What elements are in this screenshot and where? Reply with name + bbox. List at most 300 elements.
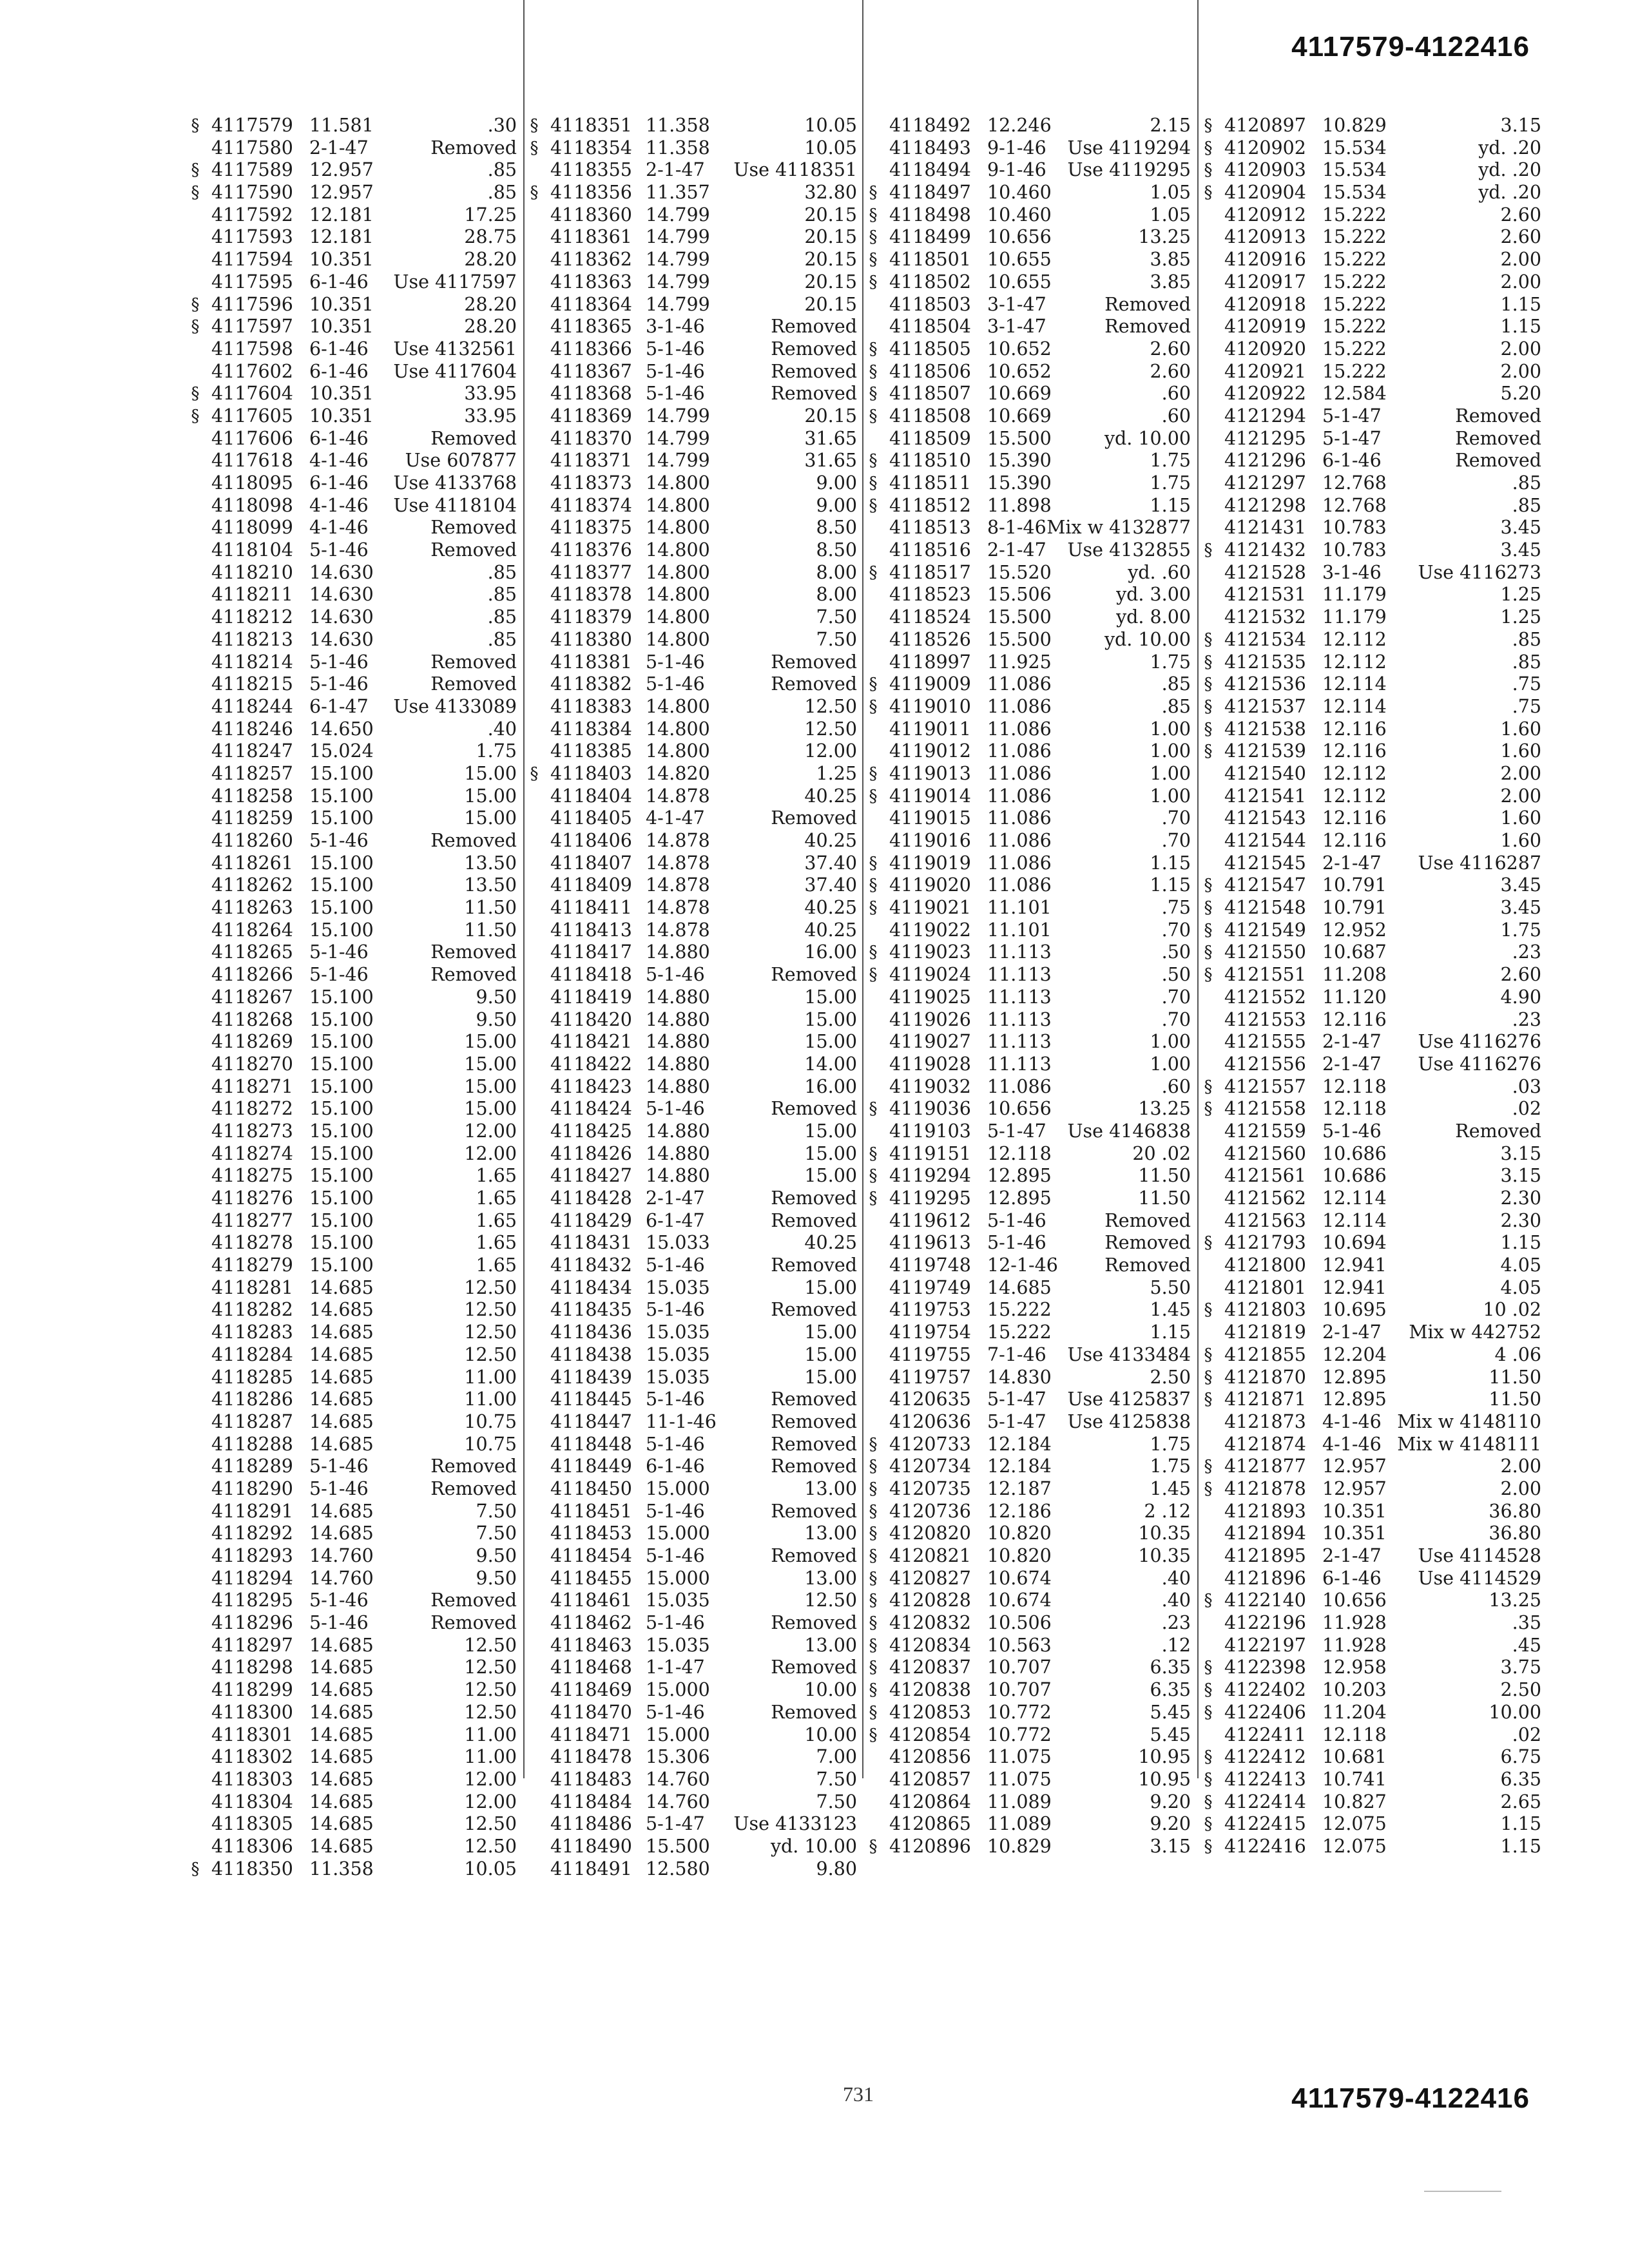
section-mark: §	[1204, 1367, 1213, 1387]
section-mark: §	[869, 1099, 878, 1119]
price-or-note: 10.95	[1138, 1768, 1191, 1790]
item-number: 4119016	[889, 830, 971, 851]
table-row	[866, 1657, 1196, 1679]
section-mark: §	[530, 764, 539, 783]
price-or-note: .02	[1512, 1098, 1541, 1120]
section-mark: §	[869, 1524, 878, 1544]
price-or-note: 2.60	[1150, 360, 1191, 382]
rate-or-date: 11.086	[987, 807, 1052, 829]
item-number: 4119613	[889, 1232, 971, 1254]
item-number: 4118287	[211, 1410, 293, 1432]
price-or-note: 11.50	[1489, 1366, 1541, 1388]
table-row	[1201, 137, 1543, 160]
item-number: 4117593	[211, 226, 293, 248]
rate-or-date: 5-1-46	[646, 1433, 705, 1455]
price-or-note: .70	[1161, 807, 1191, 829]
rate-or-date: 14.685	[309, 1768, 374, 1790]
rate-or-date: 5-1-47	[987, 1410, 1046, 1432]
table-row	[527, 1009, 861, 1032]
rate-or-date: 5-1-46	[646, 338, 705, 360]
price-or-note: 13.50	[464, 852, 517, 874]
rate-or-date: 10.829	[1322, 115, 1387, 136]
table-row	[1201, 1389, 1543, 1411]
price-or-note: 2.00	[1500, 338, 1541, 360]
price-or-note: .40	[1161, 1567, 1191, 1589]
table-row	[527, 1501, 861, 1523]
table-row	[527, 1411, 861, 1434]
price-or-note: .60	[1161, 383, 1191, 405]
price-or-note: 2.30	[1500, 1209, 1541, 1231]
rate-or-date: 5-1-46	[309, 1612, 369, 1634]
item-number: 4120921	[1224, 360, 1306, 382]
rate-or-date: 11.086	[987, 695, 1052, 717]
table-row	[866, 1724, 1196, 1747]
item-number: 4118491	[550, 1858, 632, 1879]
item-number: 4118267	[211, 986, 293, 1008]
item-number: 4118428	[550, 1187, 632, 1209]
table-row	[527, 897, 861, 919]
price-or-note: 1.75	[476, 740, 517, 762]
rate-or-date: 12.114	[1322, 673, 1387, 695]
table-row	[188, 986, 522, 1009]
rate-or-date: 15.222	[987, 1321, 1052, 1343]
table-row	[866, 1411, 1196, 1434]
section-mark: §	[191, 183, 200, 203]
rate-or-date: 12.114	[1322, 1187, 1387, 1209]
price-or-note: 5.20	[1500, 383, 1541, 405]
item-number: 4118492	[889, 115, 971, 136]
price-or-note: Removed	[430, 1612, 517, 1634]
table-row	[527, 1434, 861, 1456]
item-number: 4118273	[211, 1120, 293, 1142]
price-or-note: Removed	[771, 1254, 857, 1276]
price-or-note: 9.50	[476, 1545, 517, 1566]
item-number: 4121560	[1224, 1142, 1306, 1164]
price-or-note: 15.00	[464, 762, 517, 784]
item-number: 4118294	[211, 1567, 293, 1589]
rate-or-date: 12.116	[1322, 1008, 1387, 1030]
table-row	[866, 1254, 1196, 1277]
price-or-note: 7.50	[476, 1523, 517, 1544]
price-or-note: 12.50	[804, 1590, 857, 1611]
rate-or-date: 11.928	[1322, 1634, 1387, 1656]
price-or-note: 12.50	[464, 1276, 517, 1298]
item-number: 4121551	[1224, 964, 1306, 986]
rate-or-date: 11.086	[987, 785, 1052, 807]
rate-or-date: 5-1-46	[309, 673, 369, 695]
item-number: 4117580	[211, 137, 293, 159]
rate-or-date: 5-1-46	[309, 1590, 369, 1611]
rate-or-date: 14.800	[646, 606, 710, 628]
rate-or-date: 11.208	[1322, 964, 1387, 986]
table-row	[1201, 1813, 1543, 1836]
section-mark: §	[1204, 160, 1213, 180]
table-row	[188, 1545, 522, 1568]
table-row	[527, 1143, 861, 1166]
price-or-note: 1.15	[1150, 874, 1191, 896]
price-or-note: 10.75	[464, 1410, 517, 1432]
rate-or-date: 10.351	[309, 316, 374, 338]
item-number: 4118373	[550, 472, 632, 494]
rate-or-date: 10.687	[1322, 941, 1387, 963]
rate-or-date: 10.827	[1322, 1791, 1387, 1812]
section-mark: §	[1204, 1814, 1213, 1834]
price-or-note: 40.25	[804, 785, 857, 807]
item-number: 4120912	[1224, 204, 1306, 226]
rate-or-date: 10.686	[1322, 1142, 1387, 1164]
table-row	[866, 316, 1196, 338]
item-number: 4118366	[550, 338, 632, 360]
item-number: 4118364	[550, 293, 632, 315]
rate-or-date: 14.630	[309, 584, 374, 606]
rate-or-date: 5-1-46	[309, 1477, 369, 1499]
price-or-note: 2.00	[1500, 1456, 1541, 1477]
table-row	[866, 495, 1196, 517]
rate-or-date: 10.351	[309, 293, 374, 315]
price-or-note: 9.00	[816, 472, 857, 494]
rate-or-date: 12.895	[987, 1187, 1052, 1209]
item-number: 4119036	[889, 1098, 971, 1120]
section-mark: §	[530, 138, 539, 158]
rate-or-date: 5-1-46	[646, 1545, 705, 1566]
item-number: 4120821	[889, 1545, 971, 1566]
section-mark: §	[869, 474, 878, 493]
section-mark: §	[1204, 675, 1213, 695]
section-mark: §	[530, 183, 539, 203]
table-row	[866, 1478, 1196, 1501]
item-number: 4121432	[1224, 539, 1306, 561]
table-row	[1201, 852, 1543, 875]
table-row	[866, 606, 1196, 629]
rate-or-date: 15.000	[646, 1523, 710, 1544]
item-number: 4118263	[211, 897, 293, 919]
rate-or-date: 15.000	[646, 1567, 710, 1589]
table-row	[866, 1791, 1196, 1814]
item-number: 4122196	[1224, 1612, 1306, 1634]
rate-or-date: 12.958	[1322, 1657, 1387, 1678]
section-mark: §	[869, 1680, 878, 1700]
table-row	[1201, 1143, 1543, 1166]
item-number: 4118262	[211, 874, 293, 896]
price-or-note: 15.00	[464, 1053, 517, 1075]
item-number: 4119013	[889, 762, 971, 784]
rate-or-date: 10.791	[1322, 897, 1387, 919]
table-row	[1201, 1367, 1543, 1389]
price-or-note: 40.25	[804, 897, 857, 919]
table-row	[527, 1187, 861, 1210]
price-or-note: Use 4116287	[1418, 852, 1541, 874]
table-row	[1201, 517, 1543, 539]
section-mark: §	[869, 384, 878, 404]
price-or-note: 10.35	[1138, 1523, 1191, 1544]
price-or-note: 10.95	[1138, 1746, 1191, 1768]
table-row	[527, 472, 861, 495]
price-or-note: Removed	[771, 1098, 857, 1120]
table-row	[188, 874, 522, 897]
price-or-note: 1.60	[1500, 830, 1541, 851]
price-or-note: 11.50	[464, 897, 517, 919]
price-or-note: 40.25	[804, 919, 857, 941]
price-or-note: 13.25	[1138, 226, 1191, 248]
section-mark: §	[191, 317, 200, 337]
item-number: 4118486	[550, 1813, 632, 1835]
rate-or-date: 11.358	[646, 137, 710, 159]
rate-or-date: 14.799	[646, 226, 710, 248]
section-mark: §	[1204, 965, 1213, 985]
item-number: 4121803	[1224, 1299, 1306, 1321]
table-row	[1201, 1836, 1543, 1858]
listing-column-1	[188, 115, 522, 1893]
item-number: 4118507	[889, 383, 971, 405]
price-or-note: 1.60	[1500, 740, 1541, 762]
item-number: 4118378	[550, 584, 632, 606]
table-row	[188, 294, 522, 316]
price-or-note: 1.15	[1500, 1232, 1541, 1254]
price-or-note: .85	[1512, 651, 1541, 673]
item-number: 4121871	[1224, 1389, 1306, 1410]
item-number: 4118483	[550, 1768, 632, 1790]
section-mark: §	[869, 876, 878, 896]
section-mark: §	[1204, 1792, 1213, 1812]
rate-or-date: 12.075	[1322, 1813, 1387, 1835]
table-row	[527, 1254, 861, 1277]
rate-or-date: 14.800	[646, 695, 710, 717]
item-number: 4122411	[1224, 1724, 1306, 1745]
table-row	[866, 629, 1196, 651]
price-or-note: 20.15	[804, 249, 857, 271]
item-number: 4118417	[550, 941, 632, 963]
price-or-note: 10.75	[464, 1433, 517, 1455]
rate-or-date: 15.534	[1322, 182, 1387, 204]
price-or-note: 37.40	[804, 874, 857, 896]
rate-or-date: 10.820	[987, 1545, 1052, 1566]
item-number: 4119020	[889, 874, 971, 896]
table-row	[188, 1389, 522, 1411]
rate-or-date: 14.685	[309, 1746, 374, 1768]
table-row	[527, 1389, 861, 1411]
rate-or-date: 6-1-47	[646, 1209, 705, 1231]
item-number: 4120820	[889, 1523, 971, 1544]
section-mark: §	[1204, 1300, 1213, 1320]
price-or-note: 3.85	[1150, 249, 1191, 271]
price-or-note: 32.80	[804, 182, 857, 204]
table-row	[527, 562, 861, 584]
item-number: 4118259	[211, 807, 293, 829]
table-row	[527, 1813, 861, 1836]
rate-or-date: 12.186	[987, 1500, 1052, 1522]
table-row	[866, 1321, 1196, 1344]
price-or-note: .35	[1512, 1612, 1541, 1634]
price-or-note: 1.75	[1150, 1456, 1191, 1477]
table-row	[188, 1187, 522, 1210]
section-mark: §	[1204, 719, 1213, 739]
price-or-note: 9.20	[1150, 1813, 1191, 1835]
item-number: 4118299	[211, 1679, 293, 1701]
price-or-note: 2.60	[1500, 204, 1541, 226]
price-or-note: 1.00	[1150, 740, 1191, 762]
rate-or-date: 15.035	[646, 1321, 710, 1343]
rate-or-date: 12.116	[1322, 740, 1387, 762]
table-row	[866, 651, 1196, 674]
price-or-note: 31.65	[804, 450, 857, 472]
table-row	[188, 204, 522, 227]
price-or-note: 3.15	[1500, 115, 1541, 136]
item-number: 4118493	[889, 137, 971, 159]
price-or-note: 7.50	[816, 628, 857, 650]
rate-or-date: 15.506	[987, 584, 1052, 606]
price-or-note: 13.50	[464, 874, 517, 896]
rate-or-date: 15.390	[987, 472, 1052, 494]
price-or-note: Mix w 4132877	[1046, 517, 1191, 539]
item-number: 4118355	[550, 159, 632, 181]
table-row	[1201, 182, 1543, 204]
rate-or-date: 5-1-47	[987, 1389, 1046, 1410]
price-or-note: .85	[1161, 673, 1191, 695]
table-row	[1201, 1724, 1543, 1747]
item-number: 4120865	[889, 1813, 971, 1835]
rate-or-date: 4-1-46	[1322, 1410, 1382, 1432]
price-or-note: 1.75	[1150, 651, 1191, 673]
price-or-note: .50	[1161, 964, 1191, 986]
table-row	[188, 137, 522, 160]
table-row	[866, 1545, 1196, 1568]
price-or-note: .85	[487, 628, 517, 650]
price-or-note: yd. 3.00	[1116, 584, 1191, 606]
price-or-note: 12.00	[464, 1120, 517, 1142]
rate-or-date: 12.768	[1322, 472, 1387, 494]
price-or-note: 2.00	[1500, 249, 1541, 271]
price-or-note: 1.75	[1500, 919, 1541, 941]
price-or-note: Removed	[430, 941, 517, 963]
table-row	[866, 1389, 1196, 1411]
item-number: 4120897	[1224, 115, 1306, 136]
table-row	[866, 1098, 1196, 1120]
table-row	[527, 807, 861, 830]
item-number: 4120903	[1224, 159, 1306, 181]
price-or-note: yd. .60	[1128, 561, 1191, 583]
price-or-note: 8.00	[816, 584, 857, 606]
item-number: 4118095	[211, 472, 293, 494]
price-or-note: .50	[1161, 941, 1191, 963]
price-or-note: 1.05	[1150, 182, 1191, 204]
rate-or-date: 12.114	[1322, 1209, 1387, 1231]
rate-or-date: 10.351	[1322, 1500, 1387, 1522]
table-row	[866, 294, 1196, 316]
table-row	[1201, 338, 1543, 361]
table-row	[527, 450, 861, 472]
rate-or-date: 14.685	[309, 1835, 374, 1857]
section-mark: §	[869, 1658, 878, 1678]
rate-or-date: 14.650	[309, 718, 374, 740]
rate-or-date: 12.118	[1322, 1724, 1387, 1745]
price-or-note: 3.45	[1500, 897, 1541, 919]
section-mark: §	[1204, 629, 1213, 649]
price-or-note: 12.50	[464, 1813, 517, 1835]
rate-or-date: 12-1-46	[987, 1254, 1058, 1276]
item-number: 4120916	[1224, 249, 1306, 271]
table-row	[527, 1344, 861, 1367]
item-number: 4118439	[550, 1366, 632, 1388]
item-number: 4117590	[211, 182, 293, 204]
item-number: 4118369	[550, 405, 632, 427]
price-or-note: 2.00	[1500, 271, 1541, 293]
price-or-note: Removed	[771, 651, 857, 673]
rate-or-date: 15.390	[987, 450, 1052, 472]
table-row	[866, 740, 1196, 763]
rate-or-date: 11.358	[646, 115, 710, 136]
rate-or-date: 14.685	[309, 1634, 374, 1656]
table-row	[866, 919, 1196, 942]
price-or-note: 5.45	[1150, 1701, 1191, 1723]
table-row	[1201, 1590, 1543, 1612]
price-or-note: Removed	[430, 673, 517, 695]
price-or-note: 1.75	[1150, 472, 1191, 494]
rate-or-date: 14.685	[309, 1276, 374, 1298]
table-row	[188, 807, 522, 830]
price-or-note: 12.50	[464, 1701, 517, 1723]
item-number: 4118247	[211, 740, 293, 762]
rate-or-date: 12.112	[1322, 762, 1387, 784]
rate-or-date: 15.100	[309, 1142, 374, 1164]
price-or-note: .85	[487, 606, 517, 628]
rate-or-date: 12.181	[309, 226, 374, 248]
item-number: 4118214	[211, 651, 293, 673]
table-row	[188, 1456, 522, 1478]
listing-column-3	[866, 115, 1196, 1893]
price-or-note: 1.45	[1150, 1299, 1191, 1321]
item-number: 4117579	[211, 115, 293, 136]
table-row	[188, 830, 522, 852]
rate-or-date: 4-1-46	[309, 494, 369, 516]
section-mark: §	[191, 406, 200, 426]
price-or-note: Use 4117597	[393, 271, 517, 293]
rate-or-date: 10.563	[987, 1634, 1052, 1656]
item-number: 4117595	[211, 271, 293, 293]
section-mark: §	[869, 205, 878, 225]
table-row	[527, 1612, 861, 1635]
rate-or-date: 11.086	[987, 830, 1052, 851]
price-or-note: 12.50	[464, 1299, 517, 1321]
rate-or-date: 15.500	[987, 628, 1052, 650]
table-row	[1201, 383, 1543, 405]
section-mark: §	[869, 1144, 878, 1164]
item-number: 4118282	[211, 1299, 293, 1321]
item-number: 4118438	[550, 1343, 632, 1365]
table-row	[527, 874, 861, 897]
table-row	[866, 1367, 1196, 1389]
item-number: 4120736	[889, 1500, 971, 1522]
rate-or-date: 15.100	[309, 1232, 374, 1254]
price-or-note: Removed	[430, 1456, 517, 1477]
item-number: 4118517	[889, 561, 971, 583]
table-row	[527, 606, 861, 629]
rate-or-date: 11.120	[1322, 986, 1387, 1008]
section-mark: §	[191, 1859, 200, 1879]
rate-or-date: 6-1-46	[309, 427, 369, 449]
table-row	[866, 785, 1196, 808]
item-number: 4121537	[1224, 695, 1306, 717]
section-mark: §	[1204, 1769, 1213, 1789]
item-number: 4118265	[211, 941, 293, 963]
rate-or-date: 14.685	[309, 1813, 374, 1835]
table-row	[527, 495, 861, 517]
table-row	[866, 1210, 1196, 1233]
item-number: 4121294	[1224, 405, 1306, 427]
table-row	[188, 1523, 522, 1545]
table-row	[527, 696, 861, 718]
price-or-note: 3.45	[1500, 517, 1541, 539]
item-number: 4118478	[550, 1746, 632, 1768]
